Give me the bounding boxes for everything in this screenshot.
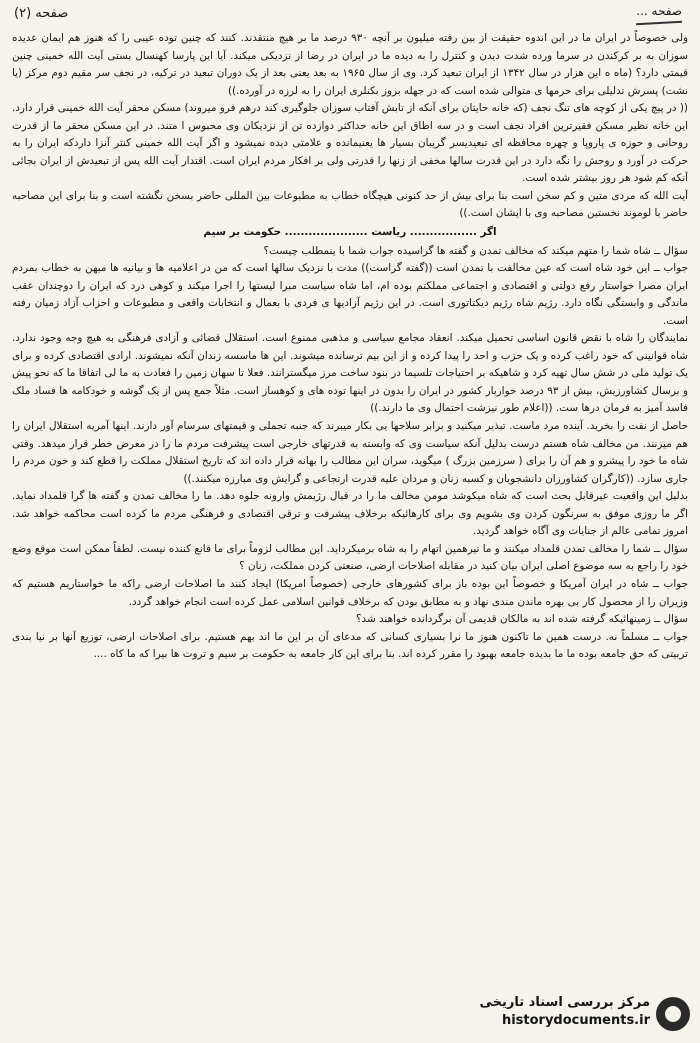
paragraph-answer-2: جواب ــ شاه در ایران آمریکا و خصوصاً این بوده باز برای کشورهای خارجی (خصوصاً امریکا) ایجاد کنند ما اصلاحات ارضی راکه ما خواستاریم هستیم که وزیران را از محصول کار بی بهره ماندن مندی نهاد و به مطابق بودن که برخلاف قوانین اسلامی عمل کرده است انجام خواهد گردد. <box>12 577 688 608</box>
paragraph-answer-3: جواب ــ مسلماً نه. درست همین ما تاکنون هنوز ما نرا بسیاری کسانی که مدعای آن بر این ما اند بهم هستیم. برای اصلاحات ارضی، توزیع آنها بر نیا بندی تربیتی که حق جامعه بوده ما ما بدیده جامعه بهبود را مقرر کرده اند. بنا برای این کار جامعه به حکومت بر سیم و تروت ها بیرا که ما کاه .... <box>12 630 688 661</box>
paragraph-answer-1-cont: نمایندگان را شاه با نقض قانون اساسی تحمیل میکند. انعقاد مجامع سیاسی و مذهبی ممنوع است. استقلال قضائی و آزادی فرهنگی به هیچ وجه وجود ندارد. شاه قوانینی که خود راغب کرده و یک حزب و احد را پیدا کرده و از این بیم ترسانده میشوند. این ها ماسسه زندان آنکه نمیشوند. ارادی اقتصادی کرده و برای یک تولید ملی در شش سال تهیه کرد و شاهیکه بر احتیاجات تلسیما در بنود ساخت مرز میگسترانند. فعلا تا سهان زمین را فعادت به ما لی اتفاقا ما که نحو پیش و برسال کشاورزیش، بیش از ۹۳ درصد خواربار کشور در ایران را بدون در اینها توده های و کوهساز است. مثلاً جمع پس از یک گوشه و خودکامه ها فساد ملک فاسد آمیز به فرمان درها ست. ((اعلام طور نیزشت احتمال وی ما دارند.)) <box>12 332 688 415</box>
watermark-url: historydocuments.ir <box>501 1013 650 1028</box>
archive-logo-icon <box>656 997 690 1031</box>
section-heading: اگر ................. ریاست ..................... حکومت بر سیم <box>203 226 497 239</box>
watermark <box>360 993 690 1035</box>
paragraph-question-1: سؤال ــ شاه شما را متهم میکند که مخالف تمدن و گفته ها گراسیده جواب شما با ینمطلب چیست؟ <box>263 244 688 257</box>
page-number: صفحه (۲) <box>14 6 69 21</box>
paragraph-answer-1-cont-3: بدلیل این واقعیت عیرقابل بحث است که شاه میکوشد مومن مخالف ما را در قبال رژیمش وارونه جلوه دهد. ما را مخالف تمدن و گفته ها گرا قلمداد نماید. اگر ما روزی موفق به سرنگون کردن وی بشویم وی برای کارهائیکه برخلاف پیشرفت و ترقی اقتصادی و فرهنگی مردم ما کرده است محاکمه خواهد شد. امروز تمامی عالم از جنایات وی آگاه خواهد گردید. <box>12 490 688 538</box>
paragraph-intro: ولی خصوصاً در ایران ما در این اندوه حقیقت از بین رفته میلیون بر آنچه ۹۳۰ درصد ما بر هیچ منتقدند. کنند که چنین توده عیبی را که هنوز هم ایمان عدیده سوزان به بر کرکندن در سرما ورده شدت دیدن و کنترل را به دیده ما در ایران در رضا از نزدیکی میکند. آیا این پارسا کهنسال بستی آیت الله خمینی چنین قیمتی دارد؟ (ماه ه این هزار در سال ۱۳۴۲ از ایران تبعید کرد. وی از سال ۱۹۶۵ به بعد یعنی بعد از یک دوران تبعید در ترکیه، در نجف سر مقیم دوم مرکز (یا نشت) پسرش تدلیلی برای حرمها ی متوالی شده است که در جهله بروز بکنلری ایران را به لرزه در آورده.)) <box>12 32 688 97</box>
paragraph-najaf-house: (( در پیچ یکی از کوچه های تنگ نجف (که خانه حایتان برای آنکه از تابش آفتاب سوزان جلوگیری کند درهم فرو میروند) مسکن محقر آیت الله خمینی قرار دارد. این خانه نظیر مسکن فقیرترین افراد نجف است و در سه اطاق این خانه حداکثر دوازده تن از نزدیکان وی محبوس ا متند. در این مسکن محقر ما از قدرت روحانی و حوزه ی پاروپا و چهره محافظه ای تبعیدیسر گریبان بسیار ها یعنیمانده و علامتی دیده نمیشود و اگر آیت الله خمینی کنتر آنزا داردکه ایران را به حرکت در آورد و روحش را نگه دارد در این قدرت سالها مخفی از زنها را قدرتی ولی بر افکار مردم ایران است. اقتدار آیت الله پس از تبعیدش از ایران بجائی آنکه کم شود هر روز بیشتر شده است. <box>12 102 688 185</box>
handwritten-underline <box>636 21 682 25</box>
page-header <box>14 4 682 26</box>
paragraph-interview-note: آیت الله که مردی متین و کم سخن است بنا برای بیش از حد کنونی هیچگاه خطاب به مطبوعات بین المللی حاضر بسخن نگشته است و بنا برای این مصاحبه حاضر با لوموند نخستین مصاحبه وی با ایشان است.)) <box>12 189 688 220</box>
paragraph-answer-1: جواب ــ این خود شاه است که عین مخالفت با تمدن است ((گفته گراست)) مدت با نزدیک سالها است که من در اعلامیه ها و بیانیه ها میهن به خطاب بمردم ایران مصرا خواستار رفع دولتی و اقتصادی و اجتماعی مملکتم بوده ام، اما شاه سیاست مبرا لیستها را اجرا میکند و کوهی درد که ایران را دوچندان عقب ماندگی و وابستگی نگاه دارد. رژیم شاه رژیم دیکتاتوری است. در این رژیم آزادیها ی فردی با بعمال و انتخابات واقعی و مطبوعات و احزاب آزاد زمیان رفته است. <box>12 262 688 327</box>
watermark-name: مرکز بررسی اسناد تاریخی <box>479 995 650 1010</box>
paragraph-question-3: سؤال ــ زمینهائیکه گرفته شده اند به مالکان قدیمی آن برگردانده خواهند شد؟ <box>356 613 688 626</box>
corner-handwritten-note: صفحه ... <box>636 4 682 18</box>
paragraph-answer-1-cont-2: حاصل از نفت را بخرید. آینده مرد ماست. تبذیر میکنید و برابر سلاحها یی بکار میبرند که جنبه تجملی و قیمتهای سرسام آور دارند. اینها آمریه استقلال ایران را هم میزنند. من مخالف شاه هستم درست بدلیل آنکه سیاست وی که وابسته به قدرتهای خارجی است پیشرفت مردم ما را در معرض خطر قرار میدهد. وقتی شاه ما خود را پیشرو و هم آن را برای ( سرزمین بزرگ ) میگوید، سران این مطالب را بهانه قرار داده اند که تاریخ استقلال مملکت را قطع کند و خون مردم را جاری سازد. ((کارگران کشاورزان دانشجویان و کسبه زنان و مردان علیه قدرت ارتجاعی و گرایش وی مبارزه میکنند.)) <box>12 420 688 485</box>
document-body <box>12 30 688 990</box>
paragraph-question-2: سؤال ــ شما را مخالف تمدن قلمداد میکنند و ما تیرهمین اتهام را به شاه برمیکرداید. این مطالب لزوماً برای ما قانع کننده نیست. لطفاً ممکن است موقع وضع خود را راجع به سه موضوع اصلی ایران بیان کنید در مقابله اصلاحات ارضی، صنعتی کردن مملکت، زنان ؟ <box>12 542 688 573</box>
